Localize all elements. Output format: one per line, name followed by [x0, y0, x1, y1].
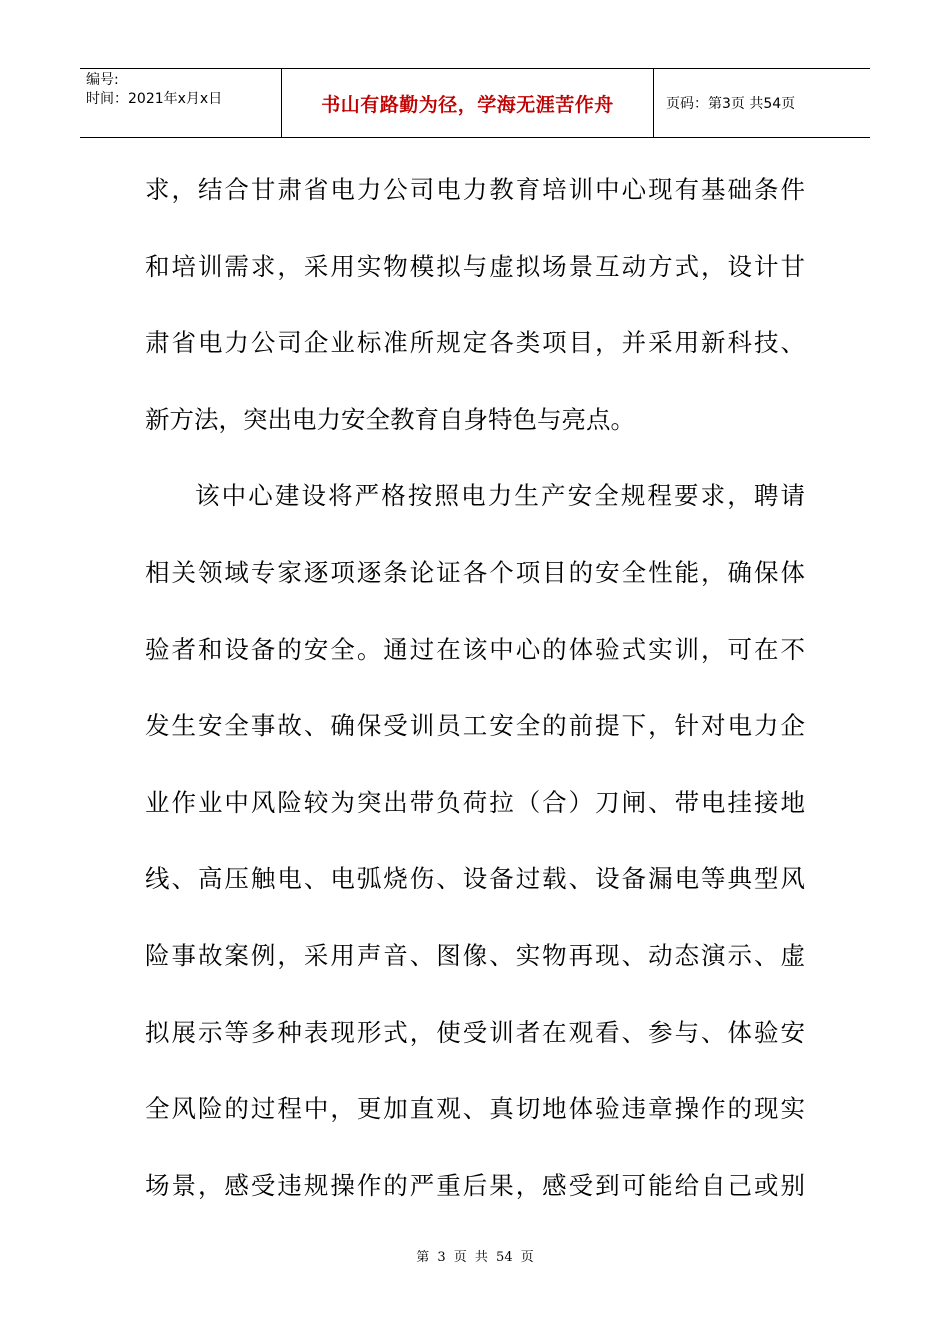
- body-line: 肃省电力公司企业标准所规定各类项目，并采用新科技、: [145, 328, 805, 358]
- header-motto: 书山有路勤为径，学海无涯苦作舟: [321, 93, 614, 116]
- header-page-info: 页码：第3页 共54页: [666, 96, 796, 112]
- body-line: 该中心建设将严格按照电力生产安全规程要求，聘请: [195, 481, 805, 511]
- body-line: 相关领域专家逐项逐条论证各个项目的安全性能，确保体: [145, 557, 805, 587]
- header-meta: [80, 69, 282, 137]
- body-line: 新方法，突出电力安全教育自身特色与亮点。: [145, 404, 635, 434]
- header-page-info-cell: [654, 69, 870, 137]
- body-line: 场景，感受违规操作的严重后果，感受到可能给自己或别: [145, 1170, 805, 1200]
- body-line: 验者和设备的安全。通过在该中心的体验式实训，可在不: [145, 634, 805, 664]
- body-line: 线、高压触电、电弧烧伤、设备过载、设备漏电等典型风: [145, 864, 805, 894]
- body-line: 业作业中风险较为突出带负荷拉（合）刀闸、带电挂接地: [145, 787, 805, 817]
- header-motto-cell: [282, 69, 654, 137]
- body-line: 全风险的过程中，更加直观、真切地体验违章操作的现实: [145, 1094, 805, 1124]
- page-header: [80, 68, 870, 138]
- body-line: 险事故案例，采用声音、图像、实物再现、动态演示、虚: [145, 940, 805, 970]
- page-footer: 第 3 页 共 54 页: [416, 1250, 534, 1265]
- document-time-label: 时间：2021年x月x日: [86, 91, 223, 107]
- body-line: 求，结合甘肃省电力公司电力教育培训中心现有基础条件: [145, 175, 805, 204]
- document-body: [145, 152, 805, 1224]
- document-number-label: 编号:: [86, 72, 119, 88]
- body-line: 拟展示等多种表现形式，使受训者在观看、参与、体验安: [145, 1017, 805, 1047]
- body-line: 和培训需求，采用实物模拟与虚拟场景互动方式，设计甘: [145, 251, 805, 281]
- body-line: 发生安全事故、确保受训员工安全的前提下，针对电力企: [145, 711, 805, 741]
